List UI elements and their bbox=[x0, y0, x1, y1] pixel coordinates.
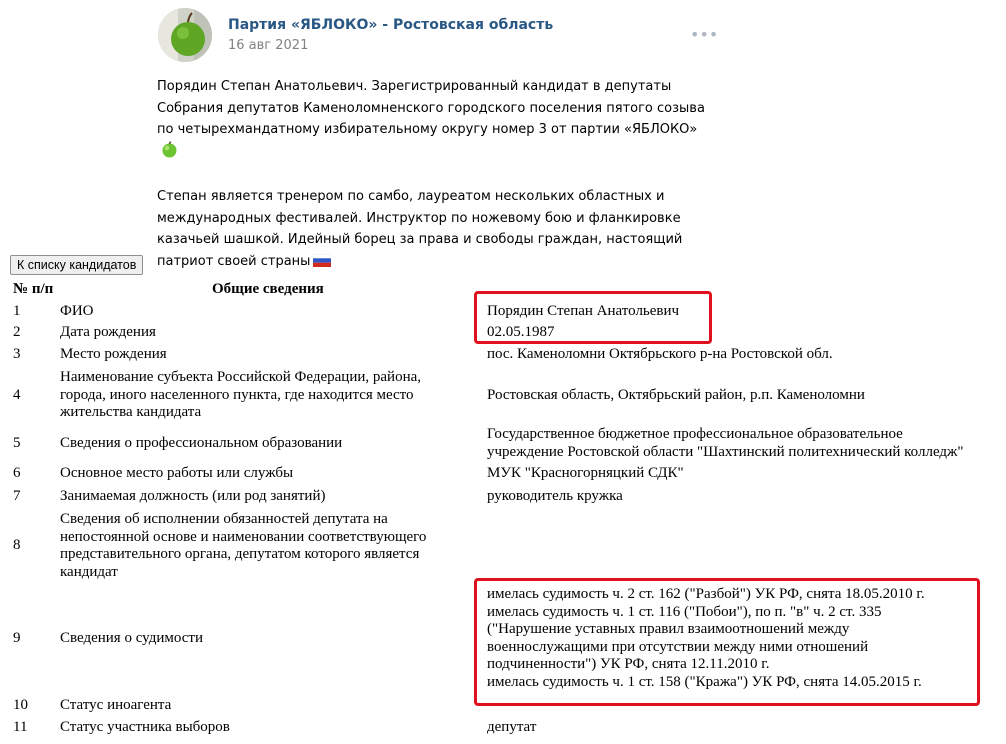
row-number: 4 bbox=[13, 387, 21, 403]
row-value: Порядин Степан Анатольевич bbox=[487, 303, 680, 319]
row-value-line: имелась судимость ч. 1 ст. 116 ("Побои"), по п. "в" ч. 2 ст. 335 bbox=[487, 603, 882, 620]
post-paragraph-1: Порядин Степан Анатольевич. Зарегистрированный кандидат в депутаты Собрания депутатов Каменоломненского городского поселения пятого созыва по четырехмандатному избирательному округу номер 3 от партии «ЯБЛОКО» bbox=[157, 79, 705, 137]
group-avatar[interactable] bbox=[158, 8, 212, 62]
post-paragraph-2: Степан является тренером по самбо, лауреатом нескольких областных и международных фестивалей. Инструктор по ножевому бою и фланкировке казачьей шашкой. Идейный борец за права и свободы граждан, настоящий патриот своей страны bbox=[157, 189, 683, 269]
row-label: Статус участника выборов bbox=[60, 719, 230, 735]
row-label: Дата рождения bbox=[60, 324, 156, 340]
row-number: 2 bbox=[13, 324, 21, 340]
header-number: № п/п bbox=[13, 281, 54, 297]
row-value: руководитель кружка bbox=[487, 488, 623, 504]
row-label: Наименование субъекта Российской Федерации, района, города, иного населенного пункта, где находится место жительства кандидата bbox=[60, 369, 422, 420]
row-value: депутат bbox=[487, 719, 537, 735]
row-value-line: ("Нарушение уставных правил взаимоотношений между bbox=[487, 621, 850, 637]
row-label: Сведения о профессиональном образовании bbox=[60, 435, 343, 451]
row-number: 9 bbox=[13, 630, 21, 646]
row-value bbox=[487, 426, 1002, 461]
russian-flag-icon bbox=[313, 253, 331, 275]
row-number: 8 bbox=[13, 537, 21, 553]
highlight-box-name-dob bbox=[474, 291, 712, 344]
group-name-link[interactable]: Партия «ЯБЛОКО» - Ростовская область bbox=[228, 17, 554, 33]
row-value-line: подчиненности") УК РФ, снята 12.11.2010 г. bbox=[487, 656, 770, 672]
row-value-line: Государственное бюджетное профессиональное образовательное bbox=[487, 426, 903, 442]
row-label: ФИО bbox=[60, 303, 94, 319]
post-date[interactable]: 16 авг 2021 bbox=[228, 38, 309, 53]
post-text bbox=[157, 76, 717, 295]
row-number: 10 bbox=[13, 697, 28, 713]
back-to-candidates-button[interactable]: К списку кандидатов bbox=[10, 255, 143, 275]
row-label: Статус иноагента bbox=[60, 697, 172, 713]
post-paragraph bbox=[157, 76, 717, 165]
row-value-line: военнослужащими при отсутствии между ними отношений bbox=[487, 638, 869, 655]
highlight-box-criminal-record bbox=[474, 578, 980, 706]
header-title: Общие сведения bbox=[212, 281, 324, 297]
row-number: 7 bbox=[13, 488, 21, 504]
more-options-icon[interactable]: ••• bbox=[690, 25, 719, 44]
row-number: 5 bbox=[13, 435, 21, 451]
row-value: Ростовская область, Октябрьский район, р.п. Каменоломни bbox=[487, 387, 865, 403]
row-value-line: имелась судимость ч. 1 ст. 158 ("Кража") УК РФ, снята 14.05.2015 г. bbox=[487, 673, 922, 690]
row-number: 11 bbox=[13, 719, 28, 735]
row-value-line: имелась судимость ч. 2 ст. 162 ("Разбой") УК РФ, снята 18.05.2010 г. bbox=[487, 586, 925, 602]
row-value: 02.05.1987 bbox=[487, 324, 555, 340]
apple-avatar-icon bbox=[158, 8, 212, 62]
row-number: 6 bbox=[13, 465, 21, 481]
row-label: Основное место работы или службы bbox=[60, 465, 294, 481]
row-number: 1 bbox=[13, 303, 21, 319]
row-label: Сведения об исполнении обязанностей депутата на непостоянной основе и наименовании соответствующего представительного органа, депутатом которого является кандидат bbox=[60, 511, 427, 580]
post-paragraph bbox=[157, 186, 717, 274]
row-value: МУК "Красногорняцкий СДК" bbox=[487, 465, 684, 481]
green-apple-icon bbox=[161, 141, 178, 166]
row-label: Место рождения bbox=[60, 346, 167, 362]
row-value-line: учреждение Ростовской области "Шахтинский политехнический колледж" bbox=[487, 443, 964, 460]
row-value: пос. Каменоломни Октябрьского р-на Ростовской обл. bbox=[487, 346, 833, 362]
row-label: Сведения о судимости bbox=[60, 630, 203, 646]
row-label: Занимаемая должность (или род занятий) bbox=[60, 488, 326, 504]
row-number: 3 bbox=[13, 346, 21, 362]
